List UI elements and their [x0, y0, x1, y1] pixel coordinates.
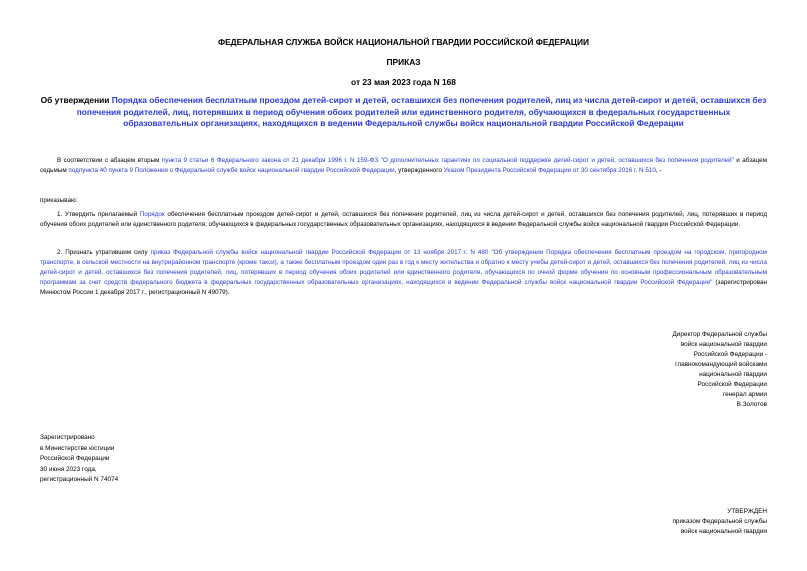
preamble-paragraph — [40, 156, 767, 176]
doc-type-heading: ПРИКАЗ — [386, 57, 421, 67]
preamble-text-3: , утвержденного — [394, 167, 444, 174]
signature-line: генерал армии — [722, 391, 767, 398]
preamble-text-1: В соответствии с абзацем вторым — [57, 157, 162, 164]
signature-block — [600, 330, 767, 410]
registration-line: регистрационный N 74074 — [40, 476, 119, 483]
regulation-link[interactable]: подпункта 40 пункта 9 Положения о Федеральной службе войск национальной гвардии Российской Федерации — [68, 167, 395, 174]
signature-line: Директор Федеральной службы — [672, 331, 767, 338]
procedure-link[interactable]: Порядок — [139, 211, 165, 218]
item-2-paragraph — [40, 248, 767, 298]
signature-line: Российской Федерации — [697, 381, 767, 388]
item-1-text-2: обеспечения бесплатным проездом детей-сирот и детей, оставшихся без попечения родителей, лиц из числа детей-сирот и детей, оставшихся без попечения родителей, лиц, потерявших в период обучения обоих родителей или единственного родителя, обучающихся в федеральных государственных образовательных организациях, находящихся в ведении Федеральной службы войск национальной гвардии Российской Федерации. — [40, 211, 768, 228]
approval-line: войск национальной гвардии — [680, 528, 767, 535]
title-prefix: Об утверждении — [40, 95, 112, 105]
repealed-order-link[interactable]: приказ Федеральной службы войск национальной гвардии Российской Федерации от 13 ноября 2017 г. N 480 "Об утверждении Порядка обеспечения бесплатным проездом на городском, пригородном транспорте, в сельской местности на внутрирайонном транспорте (кроме такси), а также бесплатным проездом один раз в год к месту жительства и обратно к месту учебы детей-сирот и детей, оставшихся без попечения родителей, лиц из числа детей-сирот и детей, оставшихся без попечения родителей, лиц, потерявших в период обучения обоих родителей или единственного родителя, обучающихся по очной форме обучения по основным профессиональным образовательным программам за счет средств федерального бюджета в федеральных государственных образовательных организациях, находящихся в ведении Федеральной службы войск национальной гвардии Российской Федерации" — [40, 249, 767, 286]
presidential-decree-link[interactable]: Указом Президента Российской Федерации от 30 сентября 2016 г. N 510 — [443, 167, 656, 174]
registration-line: в Министерстве юстиции — [40, 444, 115, 452]
signature-name: В.Золотов — [736, 401, 767, 408]
signature-line: Российской Федерации - — [693, 351, 767, 358]
federal-law-link[interactable]: пункта 9 статьи 6 Федерального закона от 21 декабря 1996 г. N 159-ФЗ "О дополнительных гарантиях по социальной поддержке детей-сирот и детей, оставшихся без попечения родителей" — [161, 157, 734, 164]
approval-line: УТВЕРЖДЕН — [727, 508, 767, 515]
registration-line: 30 июня 2023 года, — [40, 465, 97, 473]
approval-line: приказом Федеральной службы — [672, 518, 767, 525]
preamble-text-4: , - — [655, 167, 662, 174]
document-title — [40, 95, 767, 130]
item-1-text-1: 1. Утвердить прилагаемый — [57, 211, 140, 218]
agency-heading: ФЕДЕРАЛЬНАЯ СЛУЖБА ВОЙСК НАЦИОНАЛЬНОЙ ГВАРДИИ РОССИЙСКОЙ ФЕДЕРАЦИИ — [217, 37, 590, 47]
approval-block — [600, 507, 767, 537]
signature-line: войск национальной гвардии — [680, 341, 767, 348]
item-2-text-2: (зарегистрирован Минюстом России 1 декабря 2017 г., регистрационный N 49079). — [40, 279, 767, 296]
item-1-paragraph — [40, 210, 767, 230]
registration-line: Зарегистрировано — [40, 434, 95, 441]
registration-block — [40, 433, 240, 486]
item-2-text-1: 2. Признать утратившим силу — [57, 249, 151, 256]
signature-line: главнокомандующий войсками — [675, 361, 767, 368]
registration-line: Российской Федерации — [40, 455, 110, 462]
title-link[interactable]: Порядка обеспечения бесплатным проездом детей-сирот и детей, оставшихся без попечения родителей, лиц из числа детей-сирот и детей, оставшихся без попечения родителей, лиц, потерявших в период обучения обоих родителей или единственного родителя, обучающихся в федеральных государственных образовательных организациях, находящихся в ведении Федеральной службы войск национальной гвардии Российской Федерации — [76, 95, 767, 128]
signature-line: национальной гвардии — [699, 371, 767, 378]
order-word: приказываю: — [40, 197, 78, 204]
date-number-heading: от 23 мая 2023 года N 168 — [351, 77, 456, 87]
preamble-text-2: и абзацем седьмым — [40, 157, 767, 174]
